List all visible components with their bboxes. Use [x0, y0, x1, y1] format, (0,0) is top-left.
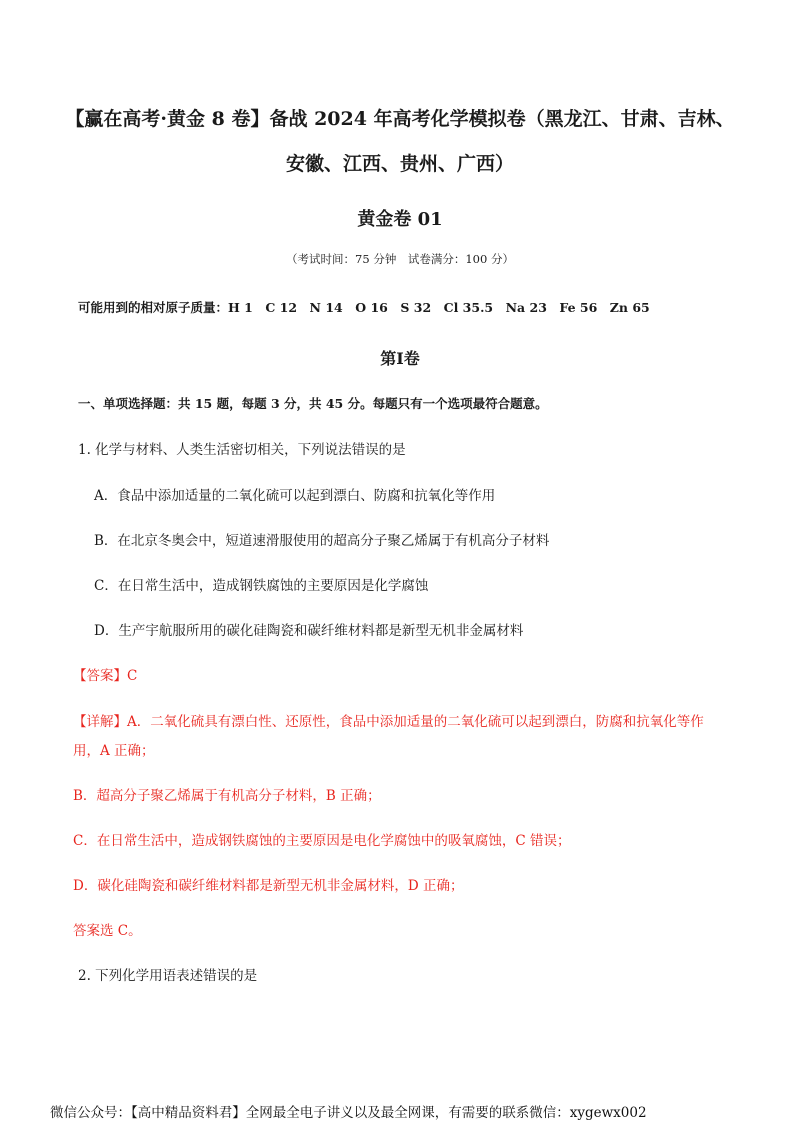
answer-value: C: [127, 668, 138, 684]
page-title-line2: 安徽、江西、贵州、广西）: [285, 153, 514, 175]
exam-info: （考试时间：75 分钟 试卷满分：100 分）: [286, 252, 514, 266]
explanation-line-1: [73, 710, 704, 730]
explanation-line-2: 用，A 正确；: [73, 743, 155, 759]
section-title: 第I卷: [380, 349, 420, 368]
question-1-option-c: C．在日常生活中，造成钢铁腐蚀的主要原因是化学腐蚀: [94, 578, 429, 594]
question-1-option-b: B．在北京冬奥会中，短道速滑服使用的超高分子聚乙烯属于有机高分子材料: [94, 533, 550, 549]
question-2-stem: 2. 下列化学用语表述错误的是: [78, 968, 258, 984]
answer-label: 【答案】: [73, 668, 127, 684]
question-1-option-a: A．食品中添加适量的二氧化硫可以起到漂白、防腐和抗氧化等作用: [94, 488, 496, 504]
page-title-line1: 【赢在高考·黄金 8 卷】备战 2024 年高考化学模拟卷（黑龙江、甘肃、吉林、: [65, 108, 735, 130]
explanation-c: C．在日常生活中，造成钢铁腐蚀的主要原因是电化学腐蚀中的吸氧腐蚀，C 错误；: [73, 833, 571, 849]
explanation-label: 【详解】: [73, 714, 127, 730]
explanation-a: A．二氧化硫具有漂白性、还原性，食品中添加适量的二氧化硫可以起到漂白，防腐和抗氧化等作: [127, 714, 704, 730]
explanation-conclusion: 答案选 C。: [73, 923, 142, 939]
question-1-option-d: D．生产宇航服所用的碳化硅陶瓷和碳纤维材料都是新型无机非金属材料: [94, 623, 524, 639]
answer-line: [73, 664, 137, 684]
paper-title: 黄金卷 01: [357, 209, 443, 230]
atomic-masses: 可能用到的相对原子质量：H 1 C 12 N 14 O 16 S 32 Cl 35.5 Na 23 Fe 56 Zn 65: [78, 300, 650, 315]
explanation-b: B．超高分子聚乙烯属于有机高分子材料，B 正确；: [73, 788, 381, 804]
section-instruction: 一、单项选择题：共 15 题，每题 3 分，共 45 分。每题只有一个选项最符合题意。: [78, 396, 548, 411]
footer-note: 微信公众号：【高中精品资料君】全网最全电子讲义以及最全网课，有需要的联系微信：xygewx002: [50, 1105, 647, 1121]
explanation-d: D．碳化硅陶瓷和碳纤维材料都是新型无机非金属材料，D 正确；: [73, 878, 464, 894]
question-1-stem: 1. 化学与材料、人类生活密切相关，下列说法错误的是: [78, 442, 406, 458]
